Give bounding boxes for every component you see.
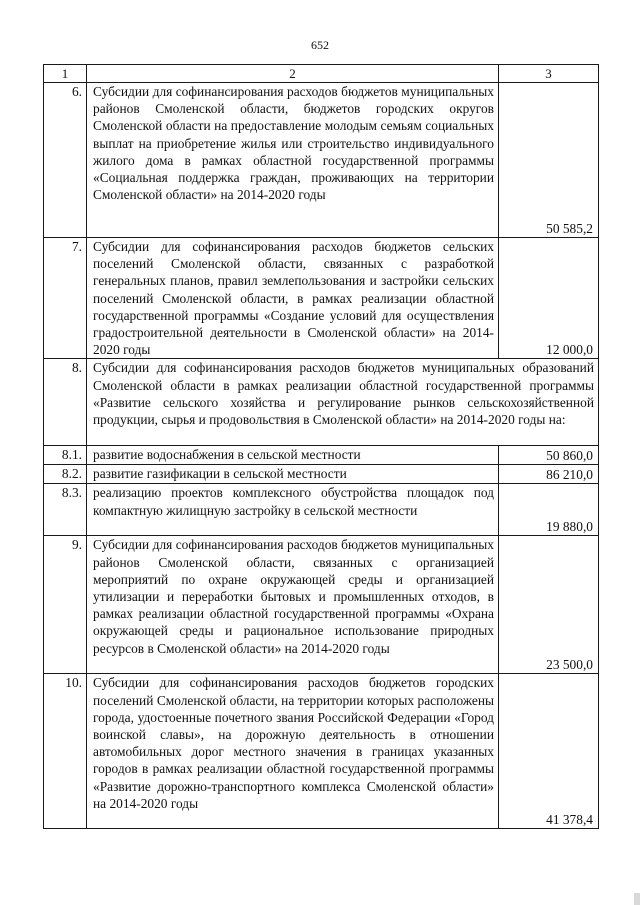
table-row — [44, 674, 599, 829]
row-number: 8.2. — [44, 465, 87, 484]
row-number: 6. — [44, 83, 87, 238]
row-description: реализацию проектов комплексного обустройства площадок под компактную жилищную застройку в сельской местности — [87, 484, 499, 536]
subsidies-table — [43, 64, 599, 829]
row-number: 8. — [44, 359, 87, 446]
table-row — [44, 238, 599, 359]
table-header-row — [44, 65, 599, 83]
row-number: 10. — [44, 674, 87, 829]
header-cell-1: 1 — [44, 65, 87, 83]
header-cell-2: 2 — [87, 65, 499, 83]
row-description: развитие водоснабжения в сельской местности — [87, 446, 499, 465]
row-description: Субсидии для софинансирования расходов бюджетов муниципальных образований Смоленской области в рамках реализации областной государственной программы «Развитие сельского хозяйства и регулирование рынков сельскохозяйственной продукции, сырья и продовольствия в Смоленской области» на 2014-2020 годы на: — [87, 359, 599, 446]
row-amount: 19 880,0 — [499, 484, 599, 536]
row-number: 8.3. — [44, 484, 87, 536]
row-amount: 50 585,2 — [499, 83, 599, 238]
table-row — [44, 484, 599, 536]
row-amount: 41 378,4 — [499, 674, 599, 829]
row-amount: 12 000,0 — [499, 238, 599, 359]
table-row — [44, 359, 599, 446]
table-row — [44, 536, 599, 674]
row-amount: 50 860,0 — [499, 446, 599, 465]
row-amount: 86 210,0 — [499, 465, 599, 484]
row-description: развитие газификации в сельской местности — [87, 465, 499, 484]
row-description: Субсидии для софинансирования расходов бюджетов сельских поселений Смоленской области, связанных с разработкой генеральных планов, правил землепользования и застройки сельских поселений Смоленской области, в рамках реализации областной государственной программы «Создание условий для осуществления градостроительной деятельности в Смоленской области» на 2014-2020 годы — [87, 238, 499, 359]
row-description: Субсидии для софинансирования расходов бюджетов муниципальных районов Смоленской области, связанных с организацией мероприятий по охране окружающей среды и организацией утилизации и переработки бытовых и промышленных отходов, в рамках реализации областной государственной программы «Охрана окружающей среды и рациональное использование природных ресурсов в Смоленской области» на 2014-2020 годы — [87, 536, 499, 674]
table-row — [44, 83, 599, 238]
table-row — [44, 465, 599, 484]
header-cell-3: 3 — [499, 65, 599, 83]
row-number: 9. — [44, 536, 87, 674]
scan-edge-artifact — [634, 893, 640, 905]
row-number: 8.1. — [44, 446, 87, 465]
row-description: Субсидии для софинансирования расходов бюджетов муниципальных районов Смоленской области, бюджетов городских округов Смоленской области на предоставление молодым семьям социальных выплат на приобретение жилья или строительство индивидуального жилого дома в рамках областной государственной программы «Социальная поддержка граждан, проживающих на территории Смоленской области» на 2014-2020 годы — [87, 83, 499, 238]
row-amount: 23 500,0 — [499, 536, 599, 674]
row-description: Субсидии для софинансирования расходов бюджетов городских поселений Смоленской области, на территории которых расположены города, удостоенные почетного звания Российской Федерации «Город воинской славы», на дорожную деятельность в отношении автомобильных дорог местного значения в границах указанных городов в рамках реализации областной государственной программы «Развитие дорожно-транспортного комплекса Смоленской области» на 2014-2020 годы — [87, 674, 499, 829]
row-number: 7. — [44, 238, 87, 359]
table-row — [44, 446, 599, 465]
page-number: 652 — [311, 38, 329, 52]
